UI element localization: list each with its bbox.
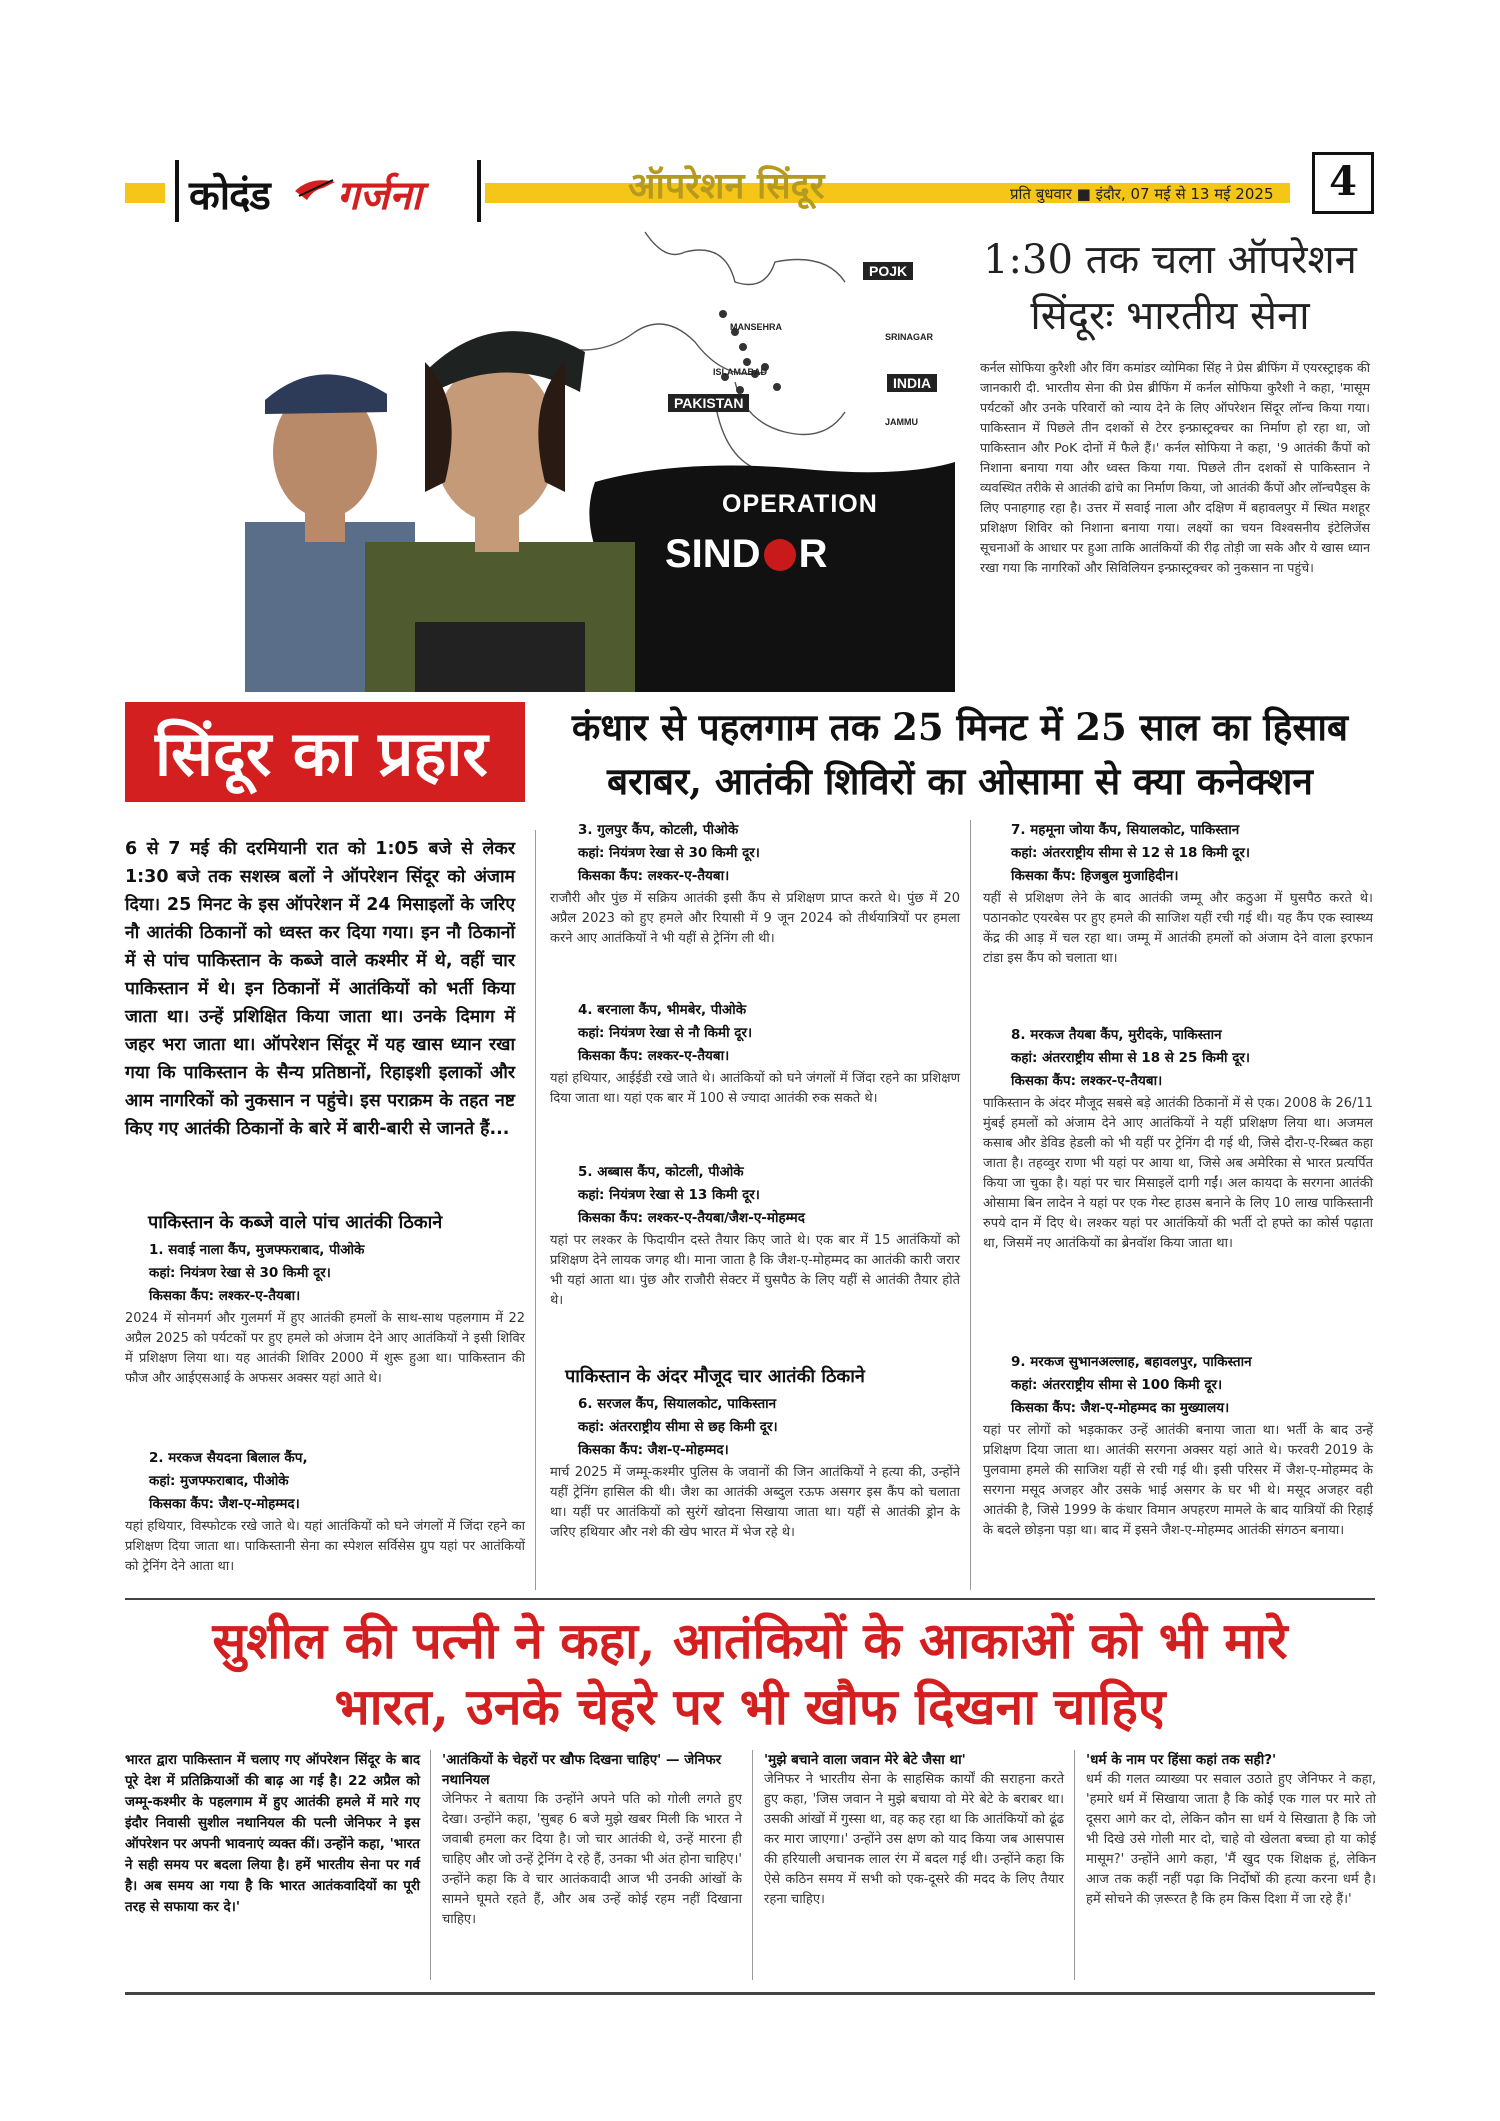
camp-2-body: यहां हथियार, विस्फोटक रखे जाते थे। यहां आतंकियों को घने जंगलों में जिंदा रहने का प्रशिक्षण दिया जाता था। पाकिस्तानी सेना का स्पेशल सर्विसेस ग्रुप यहां पर आतंकियों को ट्रेनिंग देने आता था। [125, 1519, 525, 1574]
camp-7-title: 7. महमूना जोया कैंप, सियालकोट, पाकिस्तान [1011, 822, 1240, 838]
camp-1-title: 1. सवाई नाला कैंप, मुजफ्फराबाद, पीओके [149, 1242, 365, 1258]
map-label-mansehra: MANSEHRA [730, 322, 783, 332]
bottom-col-3-head: 'मुझे बचाने वाला जवान मेरे बेटे जैसा था' [764, 1752, 966, 1768]
bottom-col-3 [764, 1750, 1064, 1910]
brand-name-part2: गर्जना [337, 173, 422, 219]
camp-7-where: कहां: अंतरराष्ट्रीय सीमा से 12 से 18 किमी दूर। [1011, 845, 1251, 861]
camp-1-body: 2024 में सोनमर्ग और गुलमर्ग में हुए आतंकी हमलों के साथ-साथ पहलगाम में 22 अप्रैल 2025 को पर्यटकों पर हुए हमले को अंजाम देने आए आतंकियों ने इसी शिविर में प्रशिक्षण लिया था। यह आतंकी शिविर 2000 में शुरू हुआ था। पाकिस्तान की फौज और आईएसआई के अफसर अक्सर यहां आते थे। [125, 1311, 525, 1386]
camp-3 [550, 820, 960, 949]
column-rule [430, 1750, 431, 1980]
subhead-pok-camps: पाकिस्तान के कब्जे वाले पांच आतंकी ठिकाने [148, 1212, 443, 1233]
bottom-col-1: भारत द्वारा पाकिस्तान में चलाए गए ऑपरेशन सिंदूर के बाद पूरे देश में प्रतिक्रियाओं की बाढ़ आ गई है। 22 अप्रैल को जम्मू-कश्मीर के पहलगाम में हुए आतंकी हमले में मारे गए इंदौर निवासी सुशील नथानियल की पत्नी जेनिफर ने इस ऑपरेशन पर अपनी भावनाएं व्यक्त कीं। उन्होंने कहा, 'भारत ने सही समय पर बदला लिया है। हमें भारतीय सेना पर गर्व है। अब समय आ गया है कि भारत आतंकवादियों का पूरी तरह से सफाया कर दे।' [125, 1752, 420, 1915]
divider [477, 160, 481, 222]
operation-word: OPERATION [722, 490, 878, 518]
camp-4-where: कहां: नियंत्रण रेखा से नौ किमी दूर। [578, 1025, 753, 1041]
camp-6 [550, 1394, 960, 1543]
camp-1-whose: किसका कैंप: लश्कर-ए-तैयबा। [149, 1288, 301, 1304]
bottom-col-3-body: जेनिफर ने भारतीय सेना के साहसिक कार्यों की सराहना करते हुए कहा, 'जिस जवान ने मुझे बचाया वो मेरे बेटे के बराबर था। उसकी आंखों में गुस्सा था, वह कह रहा था कि आतंकियों को ढूंढ कर मारा जाएगा।' उन्होंने उस क्षण को याद किया जब आसपास की हरियाली अचानक लाल रंग में बदल गई थी। उन्होंने कहा कि ऐसे कठिन समय में सभी को एक-दूसरे की मदद के लिए तैयार रहना चाहिए। [764, 1772, 1064, 1907]
red-dot-icon [764, 539, 796, 571]
camp-8-whose: किसका कैंप: लश्कर-ए-तैयबा। [1011, 1073, 1163, 1089]
camp-2-title: 2. मरकज सैयदना बिलाल कैंप, [149, 1450, 308, 1466]
divider [175, 160, 179, 222]
camp-6-whose: किसका कैंप: जैश-ए-मोहम्मद। [578, 1442, 729, 1458]
section-banner [125, 702, 525, 802]
column-rule [752, 1750, 753, 1980]
map-label-pakistan: PAKISTAN [668, 394, 749, 412]
map-label-islamabad: ISLAMABAD [713, 367, 767, 377]
camp-9-where: कहां: अंतरराष्ट्रीय सीमा से 100 किमी दूर। [1011, 1377, 1223, 1393]
column-rule [535, 830, 536, 1590]
column-rule [1074, 1750, 1075, 1980]
photo-illustration [125, 222, 955, 692]
banner-text: सिंदूर का प्रहार [155, 717, 488, 790]
camp-4 [550, 1000, 960, 1109]
map-label-jammu: JAMMU [885, 417, 918, 427]
side-story-headline: 1:30 तक चला ऑपरेशन सिंदूरः भारतीय सेना [983, 237, 1357, 339]
camp-8-where: कहां: अंतरराष्ट्रीय सीमा से 18 से 25 किमी दूर। [1011, 1050, 1251, 1066]
camp-1-where: कहां: नियंत्रण रेखा से 30 किमी दूर। [149, 1265, 331, 1281]
section-title: ऑपरेशन सिंदूर [628, 165, 825, 207]
column-rule [970, 820, 971, 1590]
bottom-col-4-body: धर्म की गलत व्याख्या पर सवाल उठाते हुए जेनिफर ने कहा, 'हमारे धर्म में सिखाया जाता है कि कोई एक गाल पर मारे तो दूसरा आगे कर दो, लेकिन कौन सा धर्म ये सिखाता है कि जो भी दिखे उसे गोली मार दो, चाहे वो खेलता बच्चा हो या कोई मासूम?' उन्होंने आगे कहा, 'मैं खुद एक शिक्षक हूं, लेकिन आज तक कहीं नहीं पढ़ा कि निर्दोषों की हत्या करना धर्म है। हमें सोचने की ज़रूरत है कि हम किस दिशा में जा रहे हैं।' [1086, 1772, 1376, 1907]
camp-7-body: यहीं से प्रशिक्षण लेने के बाद आतंकी जम्मू और कठुआ में घुसपैठ करते थे। पठानकोट एयरबेस पर हुए हमले की साजिश यहीं रची गई थी। यह कैंप एक स्वास्थ्य केंद्र की आड़ में चल रहा था। जम्मू में आतंकी हमलों को अंजाम देने वाला इरफान टांडा इस कैंप को चलाता था। [983, 891, 1373, 966]
camp-3-body: राजौरी और पुंछ में सक्रिय आतंकी इसी कैंप से प्रशिक्षण प्राप्त करते थे। पुंछ में 20 अप्रैल 2023 को हुए हमले और रियासी में 9 जून 2024 को तीर्थयात्रियों पर हमला करने आए आतंकियों ने भी यहीं से ट्रेनिंग ली थी। [550, 891, 960, 946]
camp-7-whose: किसका कैंप: हिजबुल मुजाहिदीन। [1011, 868, 1179, 884]
arrow-icon [293, 174, 337, 208]
camp-4-body: यहां हथियार, आईईडी रखे जाते थे। आतंकियों को घने जंगलों में जिंदा रहने का प्रशिक्षण दिया जाता था। यहां एक बार में 100 से ज्यादा आतंकी रुक सकते थे। [550, 1071, 960, 1106]
map-label-srinagar: SRINAGAR [885, 332, 934, 342]
subhead-pak-camps: पाकिस्तान के अंदर मौजूद चार आतंकी ठिकाने [565, 1366, 865, 1387]
camp-9-whose: किसका कैंप: जैश-ए-मोहम्मद का मुख्यालय। [1011, 1400, 1230, 1416]
camp-8 [983, 1025, 1373, 1254]
camp-8-title: 8. मरकज तैयबा कैंप, मुरीदके, पाकिस्तान [1011, 1027, 1222, 1043]
camp-3-title: 3. गुलपुर कैंप, कोटली, पीओके [578, 822, 739, 838]
camp-5-where: कहां: नियंत्रण रेखा से 13 किमी दूर। [578, 1187, 760, 1203]
bottom-col-4 [1086, 1750, 1376, 1910]
camp-6-body: मार्च 2025 में जम्मू-कश्मीर पुलिस के जवानों की जिन आतंकियों ने हत्या की, उन्होंने यहीं ट्रेनिंग हासिल की थी। जैश का आतंकी अब्दुल रऊफ असगर इस कैंप को चलाता था। यहीं पर आतंकियों को सुरंगें खोदना सिखाया जाता था। यहीं से आतंकी ड्रोन के जरिए हथियार और नशे की खेप भारत में भेज रहे थे। [550, 1465, 960, 1540]
bottom-col-2-head: 'आतंकियों के चेहरों पर खौफ दिखना चाहिए' — जेनिफर नथानियल [442, 1752, 722, 1788]
camp-2-where: कहां: मुजफ्फराबाद, पीओके [149, 1473, 289, 1489]
bottom-col-4-head: 'धर्म के नाम पर हिंसा कहां तक सही?' [1086, 1752, 1277, 1768]
map-label-india: INDIA [887, 374, 937, 392]
section-divider [125, 1598, 1375, 1600]
page-bottom-rule [125, 1992, 1375, 1995]
camp-3-whose: किसका कैंप: लश्कर-ए-तैयबा। [578, 868, 730, 884]
side-story-body: कर्नल सोफिया कुरैशी और विंग कमांडर व्योमिका सिंह ने प्रेस ब्रीफिंग में एयरस्ट्राइक की जानकारी दी. भारतीय सेना की प्रेस ब्रीफिंग में कर्नल सोफिया कुरैशी ने कहा, 'मासूम पर्यटकों और उनके परिवारों को न्याय देने के लिए ऑपरेशन सिंदूर लॉन्च किया गया। पाकिस्तान में पिछले तीन दशकों से टेरर इन्फ्रास्ट्रक्चर का निर्माण हो रहा था, जो पाकिस्तान और PoK दोनों में फैले हैं।' कर्नल सोफिया ने कहा, '9 आतंकी कैंपों को निशाना बनाया गया और ध्वस्त किया गया. पिछले तीन दशकों से पाकिस्तान ने व्यवस्थित तरीके से आतंकी ढांचे का निर्माण किया, जो आतंकी कैंपों और लॉन्चपैड्स के लिए पनाहगाह रहा है। उत्तर में सवाई नाला और दक्षिण में बहावलपुर में स्थित मशहूर प्रशिक्षण शिविर को निशाना बनाया गया। लक्ष्यों का चयन विश्वसनीय इंटेलिजेंस सूचनाओं के आधार पर हुआ ताकि आतंकियों की रीढ़ तोड़ी जा सके और ये खास ध्यान रखा गया कि नागरिकों और सिविलियन इन्फ्रास्ट्रक्चर को नुकसान ना पहुंचे। [980, 360, 1370, 575]
bottom-col-2 [442, 1750, 742, 1930]
camp-1 [125, 1240, 525, 1389]
camp-9-title: 9. मरकज सुभानअल्लाह, बहावलपुर, पाकिस्तान [1011, 1354, 1252, 1370]
camp-6-title: 6. सरजल कैंप, सियालकोट, पाकिस्तान [578, 1396, 777, 1412]
camp-5-whose: किसका कैंप: लश्कर-ए-तैयबा/जैश-ए-मोहम्मद [578, 1210, 805, 1226]
bottom-headline: सुशील की पत्नी ने कहा, आतंकियों के आकाओं को भी मारे भारत, उनके चेहरे पर भी खौफ दिखना चाहिए [212, 1611, 1288, 1736]
camp-9-body: यहां पर लोगों को भड़काकर उन्हें आतंकी बनाया जाता था। भर्ती के बाद उन्हें प्रशिक्षण दिया जाता था। आतंकी सरगना अक्सर यहां आते थे। फरवरी 2019 के पुलवामा हमले की साजिश यहीं से रची गई थी। इसी परिसर में जैश-ए-मोहम्मद के सरगना मसूद अजहर और उसके भाई असगर के घर भी थे। मसूद अजहर वही आतंकी है, जिसे 1999 के कंधार विमान अपहरण मामले के बाद यात्रियों की रिहाई के बदले छोड़ना पड़ा था। बाद में इसने जैश-ए-मोहम्मद आतंकी संगठन बनाया। [983, 1423, 1373, 1538]
bottom-col-2-body: जेनिफर ने बताया कि उन्होंने अपने पति को गोली लगते हुए देखा। उन्होंने कहा, 'सुबह 6 बजे मुझे खबर मिली कि भारत ने जवाबी हमला कर दिया है। जो चार आतंकी थे, उन्हें मारना ही चाहिए और जो उन्हें ट्रेनिंग दे रहे हैं, उनका भी अंत होना चाहिए।' उन्होंने कहा कि वे चार आतंकवादी आज भी उनकी आंखों के सामने घूमते रहते हैं, और अब उन्हें कोई रहम नहीं दिखाना चाहिए। [442, 1792, 742, 1927]
camp-4-title: 4. बरनाला कैंप, भीमबेर, पीओके [578, 1002, 747, 1018]
camp-5 [550, 1162, 960, 1311]
camp-9 [983, 1352, 1373, 1541]
camp-7 [983, 820, 1373, 969]
camp-6-where: कहां: अंतरराष्ट्रीय सीमा से छह किमी दूर। [578, 1419, 778, 1435]
issue-line: प्रति बुधवार ■ इंदौर, 07 मई से 13 मई 2025 [1010, 185, 1274, 203]
sindoor-logo: SIND R [665, 532, 828, 576]
lead-photo [125, 222, 955, 692]
camp-3-where: कहां: नियंत्रण रेखा से 30 किमी दूर। [578, 845, 760, 861]
camp-4-whose: किसका कैंप: लश्कर-ए-तैयबा। [578, 1048, 730, 1064]
brand-logo [165, 160, 485, 222]
page-number: 4 [1312, 152, 1374, 214]
intro-paragraph: 6 से 7 मई की दरमियानी रात को 1:05 बजे से लेकर 1:30 बजे तक सशस्त्र बलों ने ऑपरेशन सिंदूर को अंजाम दिया। 25 मिनट के इस ऑपरेशन में 24 मिसाइलों के जरिए नौ आतंकी ठिकानों को ध्वस्त कर दिया गया। इन नौ ठिकानों में से पांच पाकिस्तान के कब्जे वाले कश्मीर में थे, वहीं चार पाकिस्तान में थे। इन ठिकानों में आतंकियों को भर्ती किया जाता था। उन्हें प्रशिक्षित किया जाता था। उनके दिमाग में जहर भरा जाता था। ऑपरेशन सिंदूर में यह खास ध्यान रखा गया कि पाकिस्तान के सैन्य प्रतिष्ठानों, रिहाइशी इलाकों और आम नागरिकों को नुकसान न पहुंचे। इस पराक्रम के तहत नष्ट किए गए आतंकी ठिकानों के बारे में बारी-बारी से जानते हैं... [125, 839, 515, 1139]
main-headline: कंधार से पहलगाम तक 25 मिनट में 25 साल का हिसाब बराबर, आतंकी शिविरों का ओसामा से क्या कनेक्शन [571, 705, 1349, 803]
camp-5-title: 5. अब्बास कैंप, कोटली, पीओके [578, 1164, 744, 1180]
camp-2 [125, 1448, 525, 1577]
brand-name-part1: कोदंड [189, 173, 270, 219]
camp-5-body: यहां पर लश्कर के फिदायीन दस्ते तैयार किए जाते थे। एक बार में 15 आतंकियों को प्रशिक्षण देने लायक जगह थी। माना जाता है कि जैश-ए-मोहम्मद का आतंकी कारी जरार भी यहां आता था। पुंछ और राजौरी सेक्टर में घुसपैठ के लिए यहीं से आतंकी तैयार होते थे। [550, 1233, 960, 1308]
map-label-pojk: POJK [863, 262, 913, 280]
camp-2-whose: किसका कैंप: जैश-ए-मोहम्मद। [149, 1496, 300, 1512]
camp-8-body: पाकिस्तान के अंदर मौजूद सबसे बड़े आतंकी ठिकानों में से एक। 2008 के 26/11 मुंबई हमलों को अंजाम देने आए आतंकियों ने यहीं प्रशिक्षण लिया था। अजमल कसाब और डेविड हेडली को भी यहीं पर ट्रेनिंग दी गई थी, जिसे दौरा-ए-रिब्बत कहा जाता है। तहव्वुर राणा भी यहां पर आया था, जिसे अब अमेरिका से भारत प्रत्यर्पित किया जा चुका है। यहां पर चार मिसाइलें दागी गईं। अल कायदा के सरगना आतंकी ओसामा बिन लादेन ने यहां पर एक गेस्ट हाउस बनाने के लिए 10 लाख पाकिस्तानी रुपये दान में दिए थे। लश्कर यहां पर आतंकियों की भर्ती दो हफ्ते का कोर्स पढ़ाता था, जिसमें नए आतंकियों का ब्रेनवॉश किया जाता था। [983, 1096, 1373, 1251]
